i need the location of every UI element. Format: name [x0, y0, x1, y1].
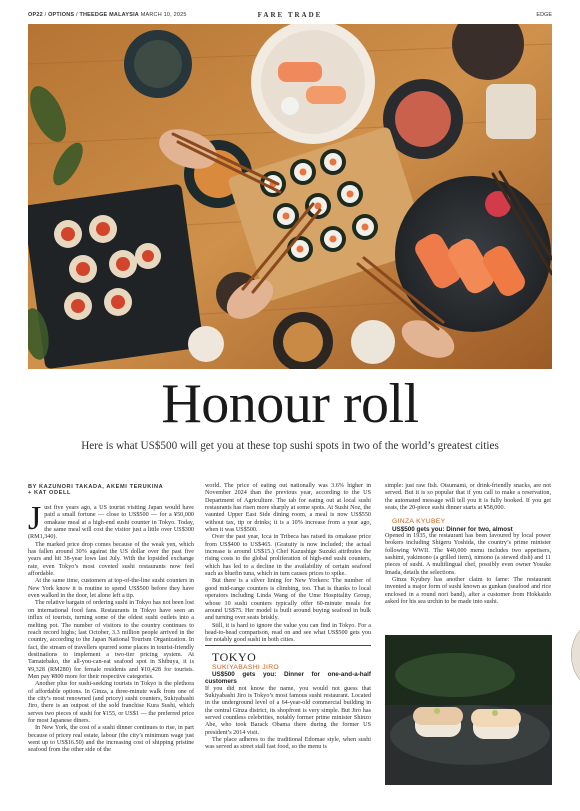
article-column-2: [205, 483, 371, 752]
drop-cap: J: [28, 500, 42, 537]
paragraph: The marked price drop comes because of the weak yen, which has fallen around 30% against the US dollar over the past five years and hit 38-year lows last July. With the lopsided exchange rate, even Tokyo’s most coveted sushi restaurants now feel affordable.: [28, 541, 194, 578]
paragraph: Ginza Kyubey has another claim to fame: The restaurant invented a major form of sushi known as gunkan (seafood and rice enclosed in a round nori band), after a customer from Hokkaido asked for his sea urchin to be made into sushi.: [385, 577, 551, 606]
restaurant-name-kyubey: GINZA KYUBEY: [392, 518, 446, 526]
paragraph: At the same time, customers at top-of-the-line sushi counters in New York know it is routine to spend US$500 before they have even walked in the door, let alone left a tip.: [28, 578, 194, 600]
section-heading-tokyo: TOKYO: [205, 645, 371, 664]
paragraph: Just five years ago, a US tourist visiting Japan would have paid a small fortune — close to US$500 — for a ¥50,000 omakase meal at a high-end sushi counter in Tokyo. Today, the same meal will cost the visitor just a little over US$300 (RM1,340).: [28, 500, 194, 541]
page-folio: OP22 / OPTIONS / THEEDGE MALAYSIA MARCH 10, 2025: [28, 12, 187, 18]
paragraph: Opened in 1935, the restaurant has been favoured by local power brokers including Shigeru Yoshida, the country’s prime minister following WWII. The ¥40,000 menu includes two appetisers, sashimi, yakimono (a grilled item), nimono (a stewed dish) and 11 pieces of sushi. A multilingual chef, possibly even owner Yosuke Imada, details the selections.: [385, 533, 551, 576]
plate-rim-decoration: [566, 630, 580, 680]
hero-photo-illustration: [28, 24, 552, 369]
paragraph: Another plus for sushi-seeking tourists in Tokyo is the plethora of affordable options. In Ginza, a three-minute walk from one of the city’s most renowned (and pricey) sushi counters, Sukiyabashi Jiro, there is an outpost of the sold franchise Kura Sushi, which serves two pieces of sushi for ¥155, or US$1 — the preferred price for most Japanese diners.: [28, 681, 194, 724]
paragraph: The relative bargain of ordering sushi in Tokyo has not been lost on international food fans. Restaurants in Tokyo have seen an influx of tourists, turning some of the oldest sushi outlets into a melting pot. The number of visitors to the country continues to reach record highs; last October, 3.3 million people arrived in the country, according to the Japan National Tourism Organization. In fact, the stream of travellers spurred some places in tourist-friendly destinations to implement a two-tier pricing system. At Tamatebako, the all-you-can-eat seafood spot in Shibuya, it is ¥9,328 (RM280) for female residents and ¥10,428 for tourists. Men pay ¥800 more for their respective categories.: [28, 600, 194, 680]
byline-authors: BY KAZUNORI TAKADA, AKEMI TERUKINA: [28, 484, 164, 490]
byline: [28, 484, 193, 496]
byline-authors-2: + KAT ODELL: [28, 490, 72, 496]
section-category: FARE TRADE: [257, 11, 323, 19]
nigiri-illustration: [385, 635, 552, 785]
photo-nigiri-plate: [385, 635, 552, 785]
paragraph: In New York, the cost of a sushi dinner continues to rise, in part because of pricey real estate, labour (the city’s minimum wage just went up to US$16.50) and the increasing cost of shipping pristine seafood from the other side of the: [28, 725, 194, 754]
article-column-1: [28, 500, 194, 755]
headline: Honour roll: [161, 373, 419, 435]
subhead-kyubey: US$500 gets you: Dinner for two, almost: [392, 525, 513, 533]
running-header: [28, 10, 552, 22]
standfirst: Here is what US$500 will get you at these top sushi spots in two of the world’s greatest cities: [81, 440, 499, 452]
edge-tag: EDGE: [536, 12, 552, 18]
paragraph: world. The price of eating out nationally was 3.6% higher in November 2024 than the previous year, according to the US Department of Agriculture. The tab for eating out at local sushi restaurants has risen more sharply at some spots. At Sushi Noz, the vaunted Upper East Side dining room, a meal is now US$550 without tax, tip or drinks; it is a 10% increase from a year ago, when it was US$500.: [205, 483, 371, 534]
paragraph: But there is a silver lining for New Yorkers: The number of good mid-range counters is climbing, too. That is thanks to local operators including Linda Wang of the Ume Hospitality Group, whose 10 sushi counters typically offer 60-minute meals for around US$75. Her model is built around buying seafood in bulk and turning over seats briskly.: [205, 578, 371, 622]
paragraph: simple: just raw fish. Otsumami, or drink-friendly snacks, are not served. But it is so popular that if you call to make a reservation, the automated message will tell you it is fully booked. If you get seats, the 20-piece sushi dinner starts at ¥58,000.: [385, 483, 551, 512]
paragraph: The place adheres to the traditional Edomae style, when sushi was served as street stall fast food, so the menu is: [205, 737, 371, 751]
paragraph: If you did not know the name, you would not guess that Sukiyabashi Jiro is Tokyo’s most famous sushi restaurant. Located in the underground level of a 64-year-old commercial building in the central Ginza district, its shopfront is very simple. But Jiro has served countless celebrities, notably former prime minister Shinzo Abe, who took Barack Obama there during the former US president’s 2014 visit.: [205, 685, 371, 736]
hero-photo-sushi-table: [28, 24, 552, 369]
paragraph: Still, it is hard to ignore the value you can find in Tokyo. For a head-to-head comparison, read on and see what US$500 gets you for notably good sushi in both cities.: [205, 622, 371, 644]
subhead-jiro: US$500 gets you: Dinner for one-and-a-half customers: [205, 670, 371, 686]
article-column-3: [385, 483, 551, 607]
restaurant-name-jiro: SUKIYABASHI JIRO: [212, 663, 279, 671]
paragraph: Over the past year, Icca in Tribeca has raised its omakase price from US$400 to US$465. (Gratuity is now included; the actual increase is around US$15.) Chef Kazushige Suzuki attributes the rising costs to the global proliferation of high-end sushi counters, which has led to a decline in the availability of certain seafood such as bluefin tuna, which in turn causes prices to spike.: [205, 534, 371, 578]
